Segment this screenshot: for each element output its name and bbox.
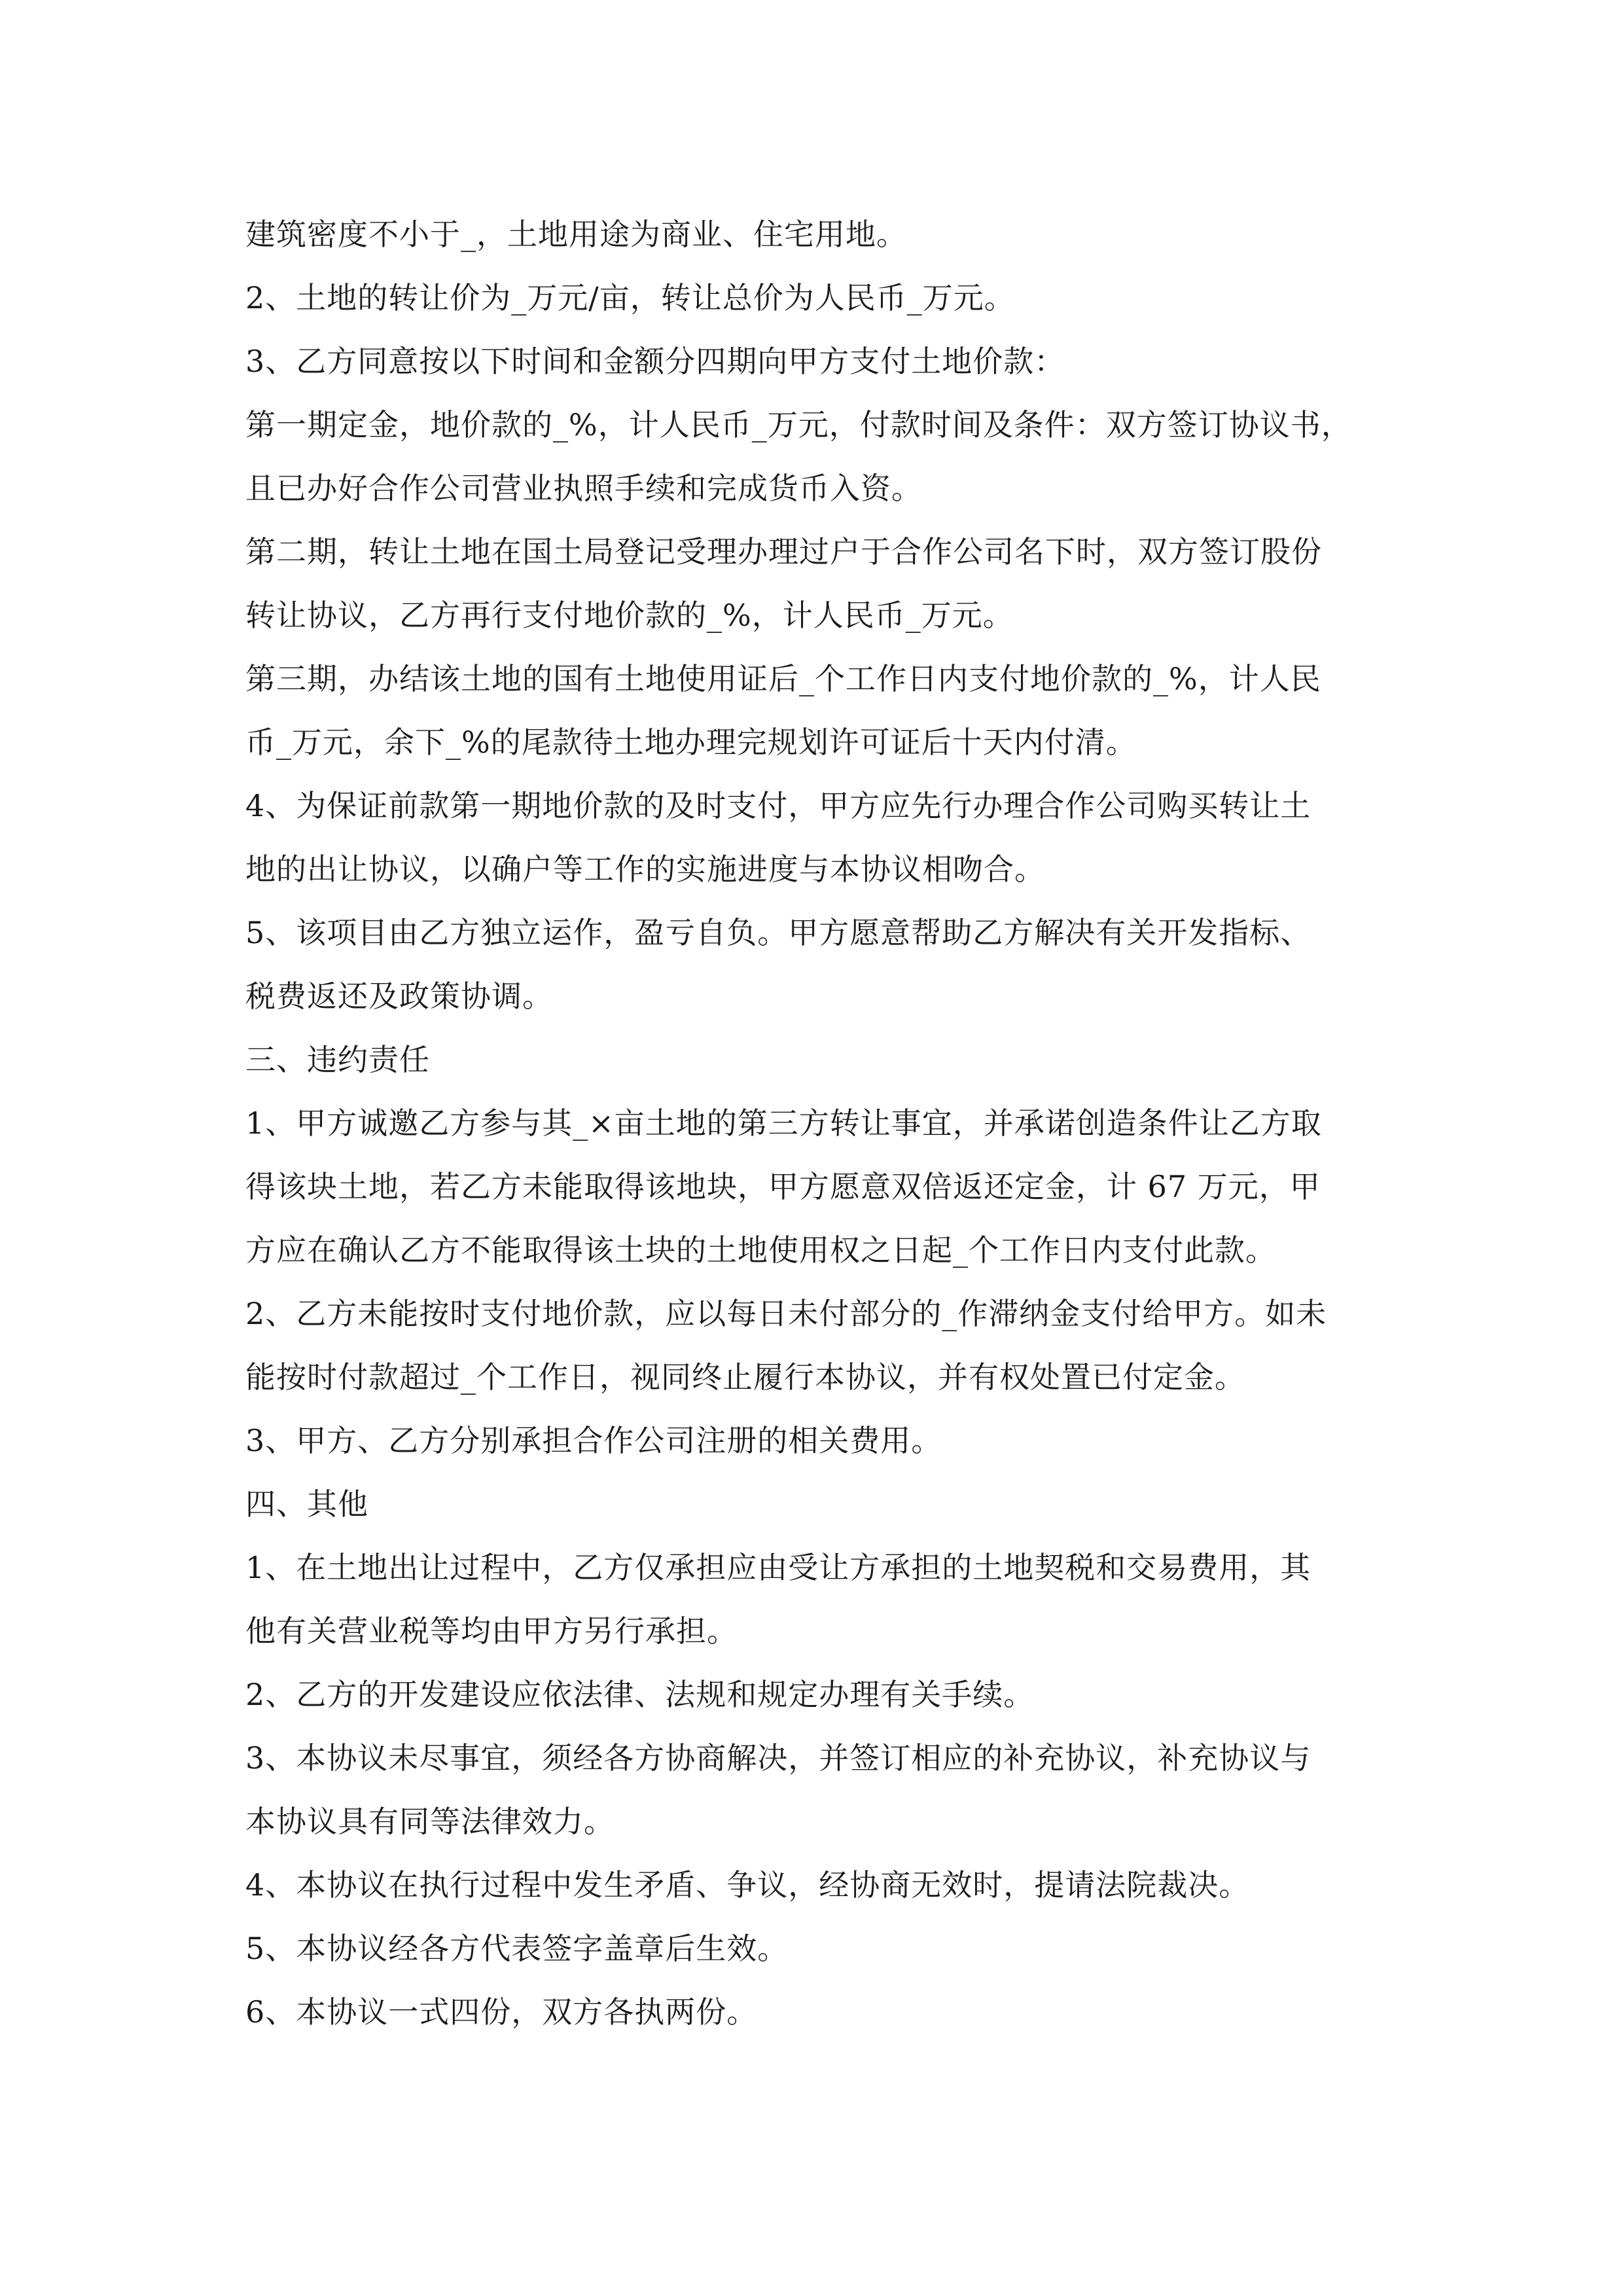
text-line: 5、该项目由乙方独立运作，盈亏自负。甲方愿意帮助乙方解决有关开发指标、: [245, 915, 1311, 950]
text-line: 4、为保证前款第一期地价款的及时支付，甲方应先行办理合作公司购买转让土: [245, 788, 1311, 823]
text-line: 第三期，办结该土地的国有土地使用证后_个工作日内支付地价款的_%，计人民: [245, 661, 1321, 696]
text-line: 6、本协议一式四份，双方各执两份。: [245, 1994, 758, 2030]
text-line: 第一期定金，地价款的_%，计人民币_万元，付款时间及条件：双方签订协议书，: [245, 407, 1352, 442]
text-line: 本协议具有同等法律效力。: [245, 1804, 615, 1839]
text-line: 2、乙方的开发建设应依法律、法规和规定办理有关手续。: [245, 1677, 1035, 1712]
text-line: 3、甲方、乙方分别承担合作公司注册的相关费用。: [245, 1423, 942, 1458]
text-line: 5、本协议经各方代表签字盖章后生效。: [245, 1931, 789, 1966]
text-line: 得该块土地，若乙方未能取得该地块，甲方愿意双倍返还定金，计 67 万元，甲: [245, 1169, 1321, 1204]
document-body: [245, 203, 1397, 2044]
text-line: 方应在确认乙方不能取得该土块的土地使用权之日起_个工作日内支付此款。: [245, 1232, 1276, 1268]
text-line: 第二期，转让土地在国土局登记受理办理过户于合作公司名下时，双方签订股份: [245, 534, 1322, 569]
text-line: 建筑密度不小于_，土地用途为商业、住宅用地。: [245, 217, 907, 252]
text-line: 能按时付款超过_个工作日，视同终止履行本协议，并有权处置已付定金。: [245, 1359, 1245, 1395]
text-line: 且已办好合作公司营业执照手续和完成货币入资。: [245, 471, 922, 506]
text-line: 他有关营业税等均由甲方另行承担。: [245, 1613, 738, 1649]
text-line: 4、本协议在执行过程中发生矛盾、争议，经协商无效时，提请法院裁决。: [245, 1867, 1250, 1903]
section-heading: 四、其他: [245, 1486, 368, 1522]
text-line: 3、乙方同意按以下时间和金额分四期向甲方支付土地价款：: [245, 344, 1065, 379]
text-line: 转让协议，乙方再行支付地价款的_%，计人民币_万元。: [245, 598, 1014, 633]
text-line: 币_万元，余下_%的尾款待土地办理完规划许可证后十天内付清。: [245, 725, 1137, 760]
text-line: 3、本协议未尽事宜，须经各方协商解决，并签订相应的补充协议，补充协议与: [245, 1740, 1311, 1776]
text-line: 2、土地的转让价为_万元/亩，转让总价为人民币_万元。: [245, 280, 1015, 315]
text-line: 1、甲方诚邀乙方参与其_×亩土地的第三方转让事宜，并承诺创造条件让乙方取: [245, 1105, 1322, 1141]
text-line: 税费返还及政策协调。: [245, 978, 553, 1014]
text-line: 1、在土地出让过程中，乙方仅承担应由受让方承担的土地契税和交易费用，其: [245, 1550, 1311, 1585]
section-heading: 三、违约责任: [245, 1042, 430, 1077]
text-line: 地的出让协议，以确户等工作的实施进度与本协议相吻合。: [245, 852, 1045, 887]
text-line: 2、乙方未能按时支付地价款，应以每日未付部分的_作滞纳金支付给甲方。如未: [245, 1296, 1327, 1331]
